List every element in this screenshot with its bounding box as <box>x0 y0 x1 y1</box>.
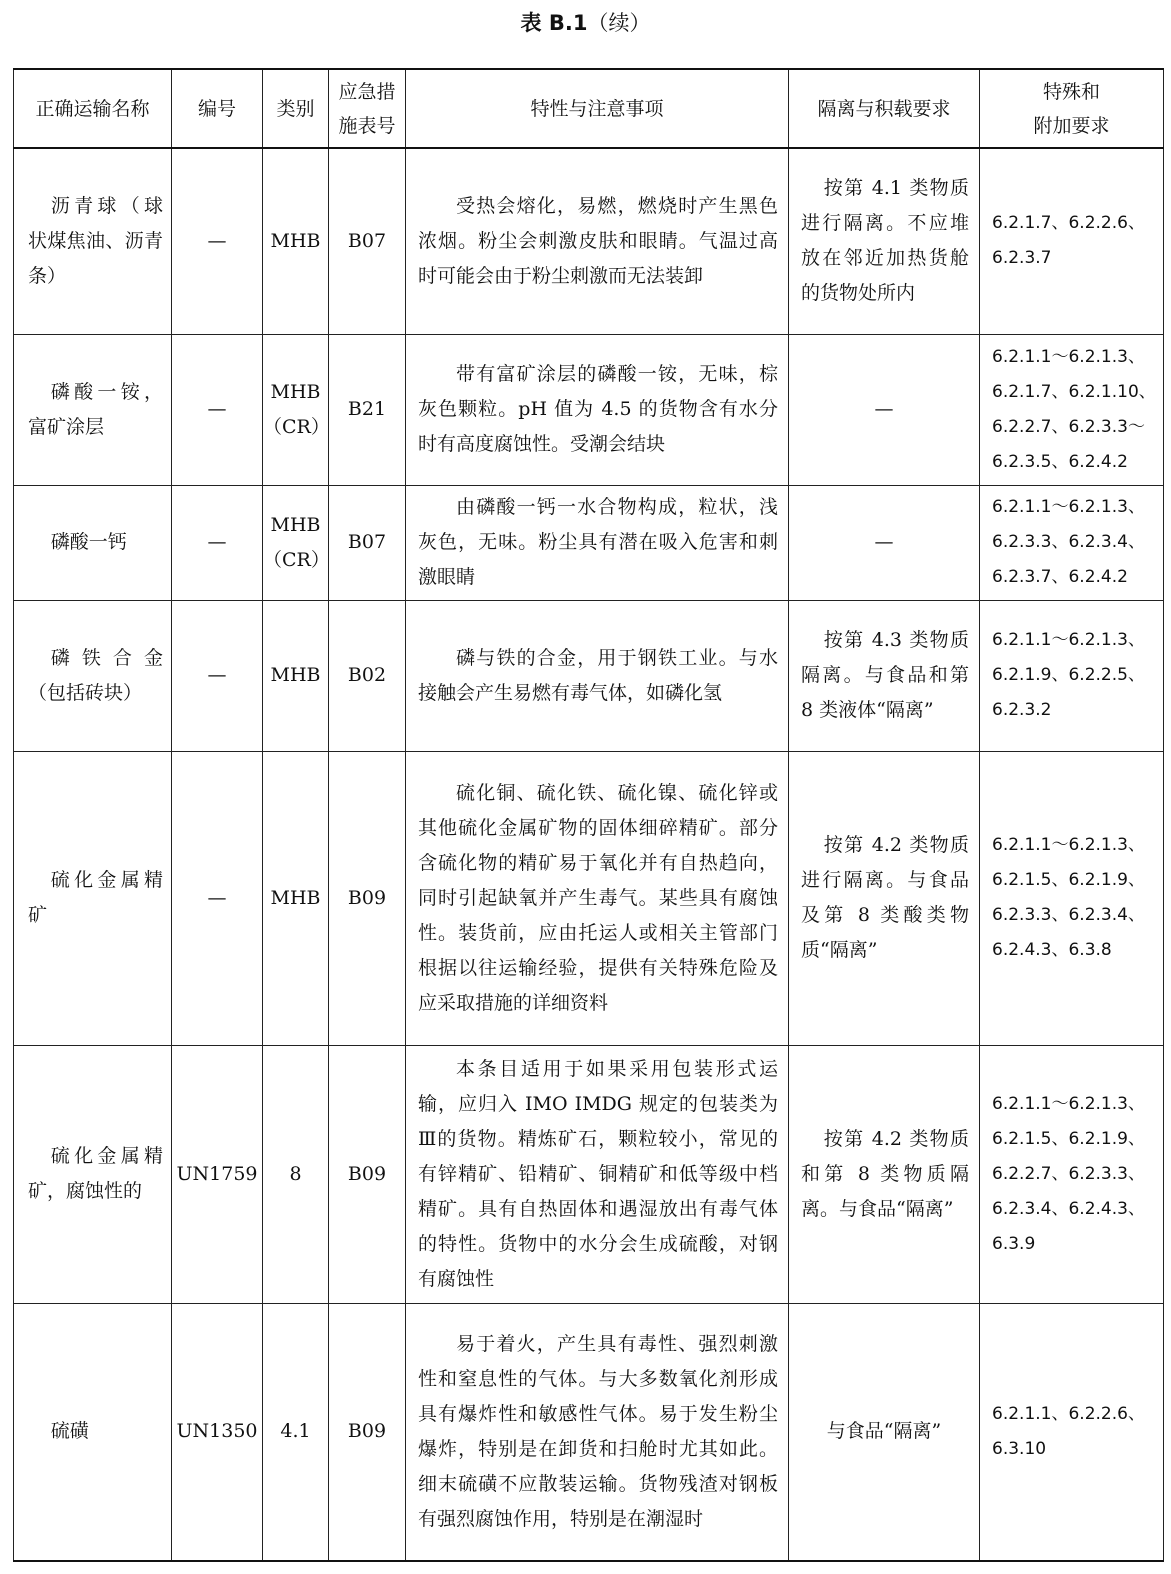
cell-number: — <box>172 148 263 334</box>
cell-segregation: — <box>789 334 980 485</box>
cell-segregation: 按第 4.2 类物质和第 8 类物质隔离。与食品“隔离” <box>789 1045 980 1303</box>
table-row <box>14 751 1164 1045</box>
header-properties: 特性与注意事项 <box>406 69 789 148</box>
cell-name: 磷酸一钙 <box>14 485 172 600</box>
cell-properties: 磷与铁的合金，用于钢铁工业。与水接触会产生易燃有毒气体，如磷化氢 <box>406 600 789 751</box>
cell-name: 磷铁合金（包括砖块） <box>14 600 172 751</box>
cell-emergency: B09 <box>329 1045 406 1303</box>
table-row <box>14 1303 1164 1561</box>
cell-properties: 由磷酸一钙一水合物构成，粒状，浅灰色，无味。粉尘具有潜在吸入危害和刺激眼睛 <box>406 485 789 600</box>
cell-class: MHB <box>263 600 329 751</box>
table-row <box>14 485 1164 600</box>
header-segregation: 隔离与积载要求 <box>789 69 980 148</box>
table-row <box>14 1045 1164 1303</box>
cell-segregation: — <box>789 485 980 600</box>
cell-emergency: B02 <box>329 600 406 751</box>
cell-class: MHB <box>263 751 329 1045</box>
cell-number: — <box>172 751 263 1045</box>
cell-class: MHB （CR） <box>263 334 329 485</box>
cell-class: MHB <box>263 148 329 334</box>
cell-properties: 本条目适用于如果采用包装形式运输，应归入 IMO IMDG 规定的包装类为Ⅲ的货物。精炼矿石，颗粒较小，常见的有锌精矿、铅精矿、铜精矿和低等级中档精矿。具有自热固体和遇湿放出有毒气体的特性。货物中的水分会生成硫酸，对钢有腐蚀性 <box>406 1045 789 1303</box>
table-row <box>14 600 1164 751</box>
cell-number: UN1350 <box>172 1303 263 1561</box>
cell-name: 沥青球（球状煤焦油、沥青条） <box>14 148 172 334</box>
cell-properties: 易于着火，产生具有毒性、强烈刺激性和窒息性的气体。与大多数氧化剂形成具有爆炸性和敏感性气体。易于发生粉尘爆炸，特别是在卸货和扫舱时尤其如此。细末硫磺不应散装运输。货物残渣对钢板有强烈腐蚀作用，特别是在潮湿时 <box>406 1303 789 1561</box>
cell-name: 硫磺 <box>14 1303 172 1561</box>
header-class: 类别 <box>263 69 329 148</box>
cell-class: 8 <box>263 1045 329 1303</box>
cell-special: 6.2.1.1～6.2.1.3、 6.2.3.3、6.2.3.4、 6.2.3.7、6.2.4.2 <box>980 485 1164 600</box>
cell-special: 6.2.1.1～6.2.1.3、 6.2.1.9、6.2.2.5、 6.2.3.2 <box>980 600 1164 751</box>
header-number: 编号 <box>172 69 263 148</box>
table-title <box>0 6 1171 40</box>
cell-emergency: B07 <box>329 148 406 334</box>
cell-emergency: B07 <box>329 485 406 600</box>
header-special: 特殊和 附加要求 <box>980 69 1164 148</box>
cell-properties: 带有富矿涂层的磷酸一铵，无味，棕灰色颗粒。pH 值为 4.5 的货物含有水分时有高度腐蚀性。受潮会结块 <box>406 334 789 485</box>
cell-name: 磷酸一铵，富矿涂层 <box>14 334 172 485</box>
cargo-table <box>13 68 1164 1562</box>
cell-class: 4.1 <box>263 1303 329 1561</box>
cell-special: 6.2.1.1～6.2.1.3、 6.2.1.5、6.2.1.9、 6.2.2.7、6.2.3.3、 6.2.3.4、6.2.4.3、 6.3.9 <box>980 1045 1164 1303</box>
cell-segregation: 按第 4.1 类物质进行隔离。不应堆放在邻近加热货舱的货物处所内 <box>789 148 980 334</box>
header-emergency: 应急措 施表号 <box>329 69 406 148</box>
cell-emergency: B09 <box>329 1303 406 1561</box>
cell-number: — <box>172 485 263 600</box>
cell-properties: 硫化铜、硫化铁、硫化镍、硫化锌或其他硫化金属矿物的固体细碎精矿。部分含硫化物的精矿易于氧化并有自热趋向，同时引起缺氧并产生毒气。某些具有腐蚀性。装货前，应由托运人或相关主管部门根据以往运输经验，提供有关特殊危险及应采取措施的详细资料 <box>406 751 789 1045</box>
cell-name: 硫化金属精矿，腐蚀性的 <box>14 1045 172 1303</box>
cell-number: UN1759 <box>172 1045 263 1303</box>
table-row <box>14 334 1164 485</box>
cell-properties: 受热会熔化，易燃，燃烧时产生黑色浓烟。粉尘会刺激皮肤和眼睛。气温过高时可能会由于粉尘刺激而无法装卸 <box>406 148 789 334</box>
cell-segregation: 按第 4.2 类物质进行隔离。与食品及第 8 类酸类物质“隔离” <box>789 751 980 1045</box>
cell-emergency: B09 <box>329 751 406 1045</box>
cell-special: 6.2.1.7、6.2.2.6、 6.2.3.7 <box>980 148 1164 334</box>
table-row <box>14 148 1164 334</box>
cell-number: — <box>172 334 263 485</box>
table-title-main: 表 B.1 <box>520 11 588 35</box>
cell-segregation: 与食品“隔离” <box>789 1303 980 1561</box>
cell-special: 6.2.1.1～6.2.1.3、 6.2.1.5、6.2.1.9、 6.2.3.3、6.2.3.4、 6.2.4.3、6.3.8 <box>980 751 1164 1045</box>
cell-number: — <box>172 600 263 751</box>
cell-name: 硫化金属精矿 <box>14 751 172 1045</box>
cell-segregation: 按第 4.3 类物质隔离。与食品和第 8 类液体“隔离” <box>789 600 980 751</box>
cell-special: 6.2.1.1、6.2.2.6、 6.3.10 <box>980 1303 1164 1561</box>
cell-emergency: B21 <box>329 334 406 485</box>
table-header-row <box>14 69 1164 148</box>
cell-class: MHB （CR） <box>263 485 329 600</box>
header-name: 正确运输名称 <box>14 69 172 148</box>
table-title-suffix: （续） <box>587 11 651 35</box>
cell-special: 6.2.1.1～6.2.1.3、 6.2.1.7、6.2.1.10、 6.2.2.7、6.2.3.3～ 6.2.3.5、6.2.4.2 <box>980 334 1164 485</box>
